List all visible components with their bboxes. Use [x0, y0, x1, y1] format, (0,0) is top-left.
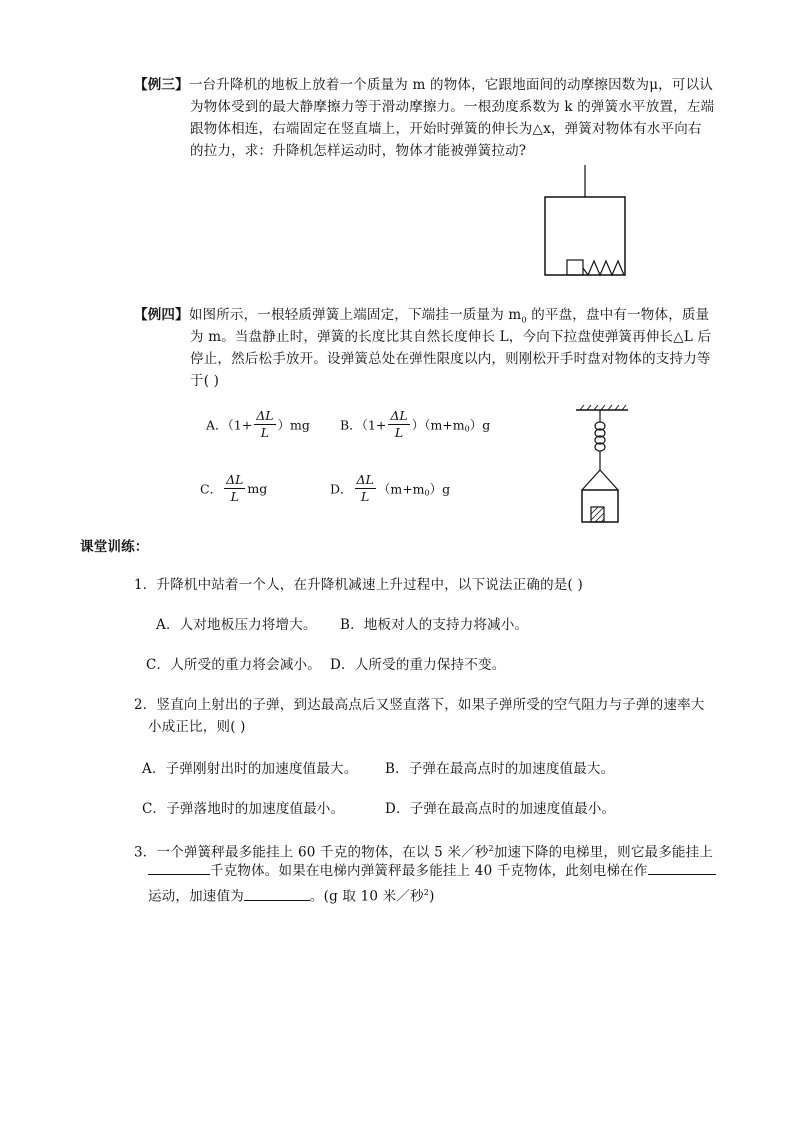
fraction: $\frac{\Delta L}{L}$	[356, 472, 374, 504]
example-3-line-1: 一台升降机的地板上放着一个质量为 m 的物体，它跟地面间的动摩擦因数为μ，可以认	[188, 77, 713, 93]
example-4-tag: 【例四】	[134, 307, 189, 323]
example-3	[134, 74, 713, 96]
question-1-stem: 1．升降机中站着一个人，在升降机减速上升过程中，以下说法正确的是( )	[134, 577, 583, 593]
question-3-line-1: 3．一个弹簧秤最多能挂上 60 千克的物体，在以 5 米／秒$^2$加速下降的电梯里，则它最多能挂上	[134, 844, 714, 861]
option-a: A．（1+ $\frac{\Delta L}{L}$ ）mg	[206, 408, 310, 440]
q2-option-b: B．子弹在最高点时的加速度值最大。	[385, 761, 615, 777]
spring-coil-shape	[595, 422, 605, 451]
spring-shape	[583, 261, 624, 275]
option-c: C． $\frac{\Delta L}{L}$ mg	[200, 472, 268, 504]
q1-option-c: C．人所受的重力将会减小。	[146, 657, 321, 673]
practice-heading: 课堂训练：	[80, 539, 149, 555]
example-4: 【例四】如图所示，一根轻质弹簧上端固定，下端挂一质量为 $m_0$ 的平盘，盘中有一物体，质量	[134, 307, 710, 325]
q1-option-b: B．地板对人的支持力将减小。	[340, 617, 529, 633]
q2-option-c: C．子弹落地时的加速度值最小。	[142, 801, 345, 817]
fraction: $\frac{\Delta L}{L}$	[226, 472, 244, 504]
q2-option-d: D．子弹在最高点时的加速度值最小。	[385, 801, 616, 817]
q2-option-a: A．子弹刚射出时的加速度值最大。	[142, 761, 358, 777]
spring-pan-diagram	[572, 404, 632, 526]
block-shape	[567, 260, 583, 275]
example-3-line-3: 跟物体相连，右端固定在竖直墙上，开始时弹簧的伸长为△x，弹簧对物体有水平向右	[190, 121, 702, 137]
fraction: $\frac{\Delta L}{L}$	[390, 408, 408, 440]
question-3-line-3: 运动，加速值为 。(g 取 10 米／秒$^2$)	[148, 882, 435, 908]
fraction: $\frac{\Delta L}{L}$	[256, 408, 274, 440]
answer-blank[interactable]	[148, 860, 210, 875]
example-3-line-2: 为物体受到的最大静摩擦力等于滑动摩擦力。一根劲度系数为 k 的弹簧水平放置，左端	[190, 99, 715, 115]
question-3-line-2: 千克物体。如果在电梯内弹簧秤最多能挂上 40 千克物体，此刻电梯在作	[148, 860, 716, 882]
q1-option-d: D．人所受的重力保持不变。	[330, 657, 506, 673]
q1-option-a: A．人对地板压力将增大。	[156, 617, 317, 633]
question-2-stem-2: 小成正比，则( )	[148, 719, 246, 735]
answer-blank[interactable]	[244, 886, 310, 901]
example-3-tag: 【例三】	[134, 77, 189, 93]
example-4-line-2: 为 m。当盘静止时，弹簧的长度比其自然长度伸长 L，今向下拉盘使弹簧再伸长△L 后	[190, 329, 712, 345]
option-b: B．（1+ $\frac{\Delta L}{L}$ ）$(m+m_0)g$	[340, 408, 491, 440]
question-2-stem-1: 2．竖直向上射出的子弹，到达最高点后又竖直落下，如果子弹所受的空气阻力与子弹的速率大	[134, 697, 705, 713]
answer-blank[interactable]	[648, 860, 716, 875]
option-d: D． $\frac{\Delta L}{L}$ $(m+m_0)g$	[330, 472, 451, 504]
elevator-diagram	[540, 165, 630, 280]
example-3-line-4: 的拉力，求：升降机怎样运动时，物体才能被弹簧拉动?	[190, 143, 527, 159]
example-4-line-3: 停止，然后松手放开。设弹簧总处在弹性限度以内，则刚松开手时盘对物体的支持力等	[190, 351, 711, 367]
example-4-line-4: 于( )	[190, 373, 220, 389]
